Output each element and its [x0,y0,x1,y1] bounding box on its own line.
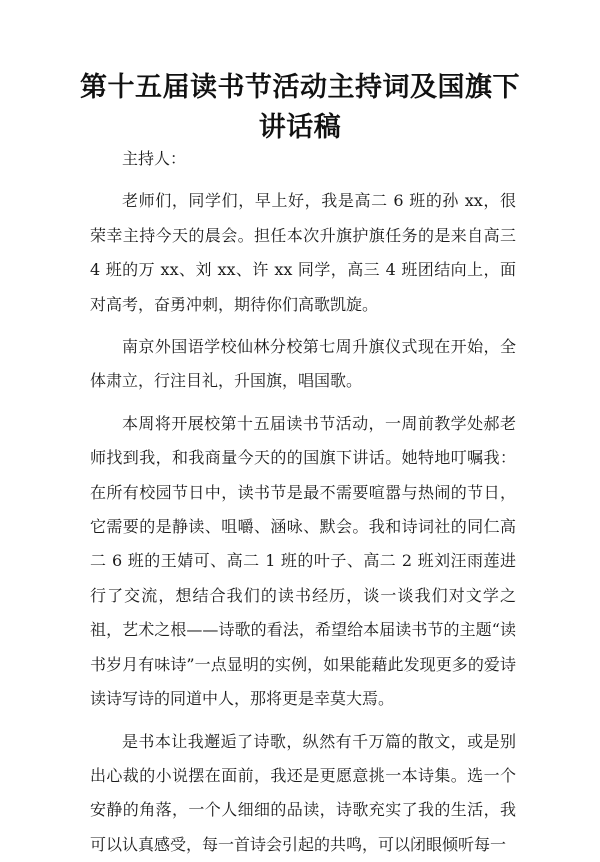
document-body [90,142,516,862]
document-title: 第十五届读书节活动主持词及国旗下讲话稿 [80,68,520,148]
paragraph-reading-festival: 本周将开展校第十五届读书节活动，一周前教学处郝老师找到我，和我商量今天的的国旗下讲话。她特地叮嘱我：在所有校园节日中，读书节是最不需要喧嚣与热闹的节日，它需要的是静读、咀嚼、涵咏、默会。我和诗词社的同仁高二 6 班的王婧可、高二 1 班的叶子、高二 2 班刘汪雨莲进行了交流，想结合我们的读书经历，谈一谈我们对文学之祖，艺术之根——诗歌的看法，希望给本届读书节的主题“读书岁月有味诗”一点显明的实例，如果能藉此发现更多的爱诗读诗写诗的同道中人，那将更是幸莫大焉。 [90,407,516,717]
paragraph-greeting: 老师们，同学们，早上好，我是高二 6 班的孙 xx，很荣幸主持今天的晨会。担任本次升旗护旗任务的是来自高三 4 班的万 xx、刘 xx、许 xx 同学，高三 4 班团结向上，面对高考，奋勇冲刺，期待你们高歌凯旋。 [90,184,516,322]
paragraph-poetry: 是书本让我邂逅了诗歌，纵然有千万篇的散文，或是别出心裁的小说摆在面前，我还是更愿意挑一本诗集。选一个安静的角落，一个人细细的品读，诗歌充实了我的生活，我可以认真感受，每一首诗会引起的共鸣，可以闭眼倾听每一 [90,725,516,862]
paragraph-host-label: 主持人： [90,142,516,176]
paragraph-ceremony-start: 南京外国语学校仙林分校第七周升旗仪式现在开始，全体肃立，行注目礼，升国旗，唱国歌。 [90,330,516,399]
